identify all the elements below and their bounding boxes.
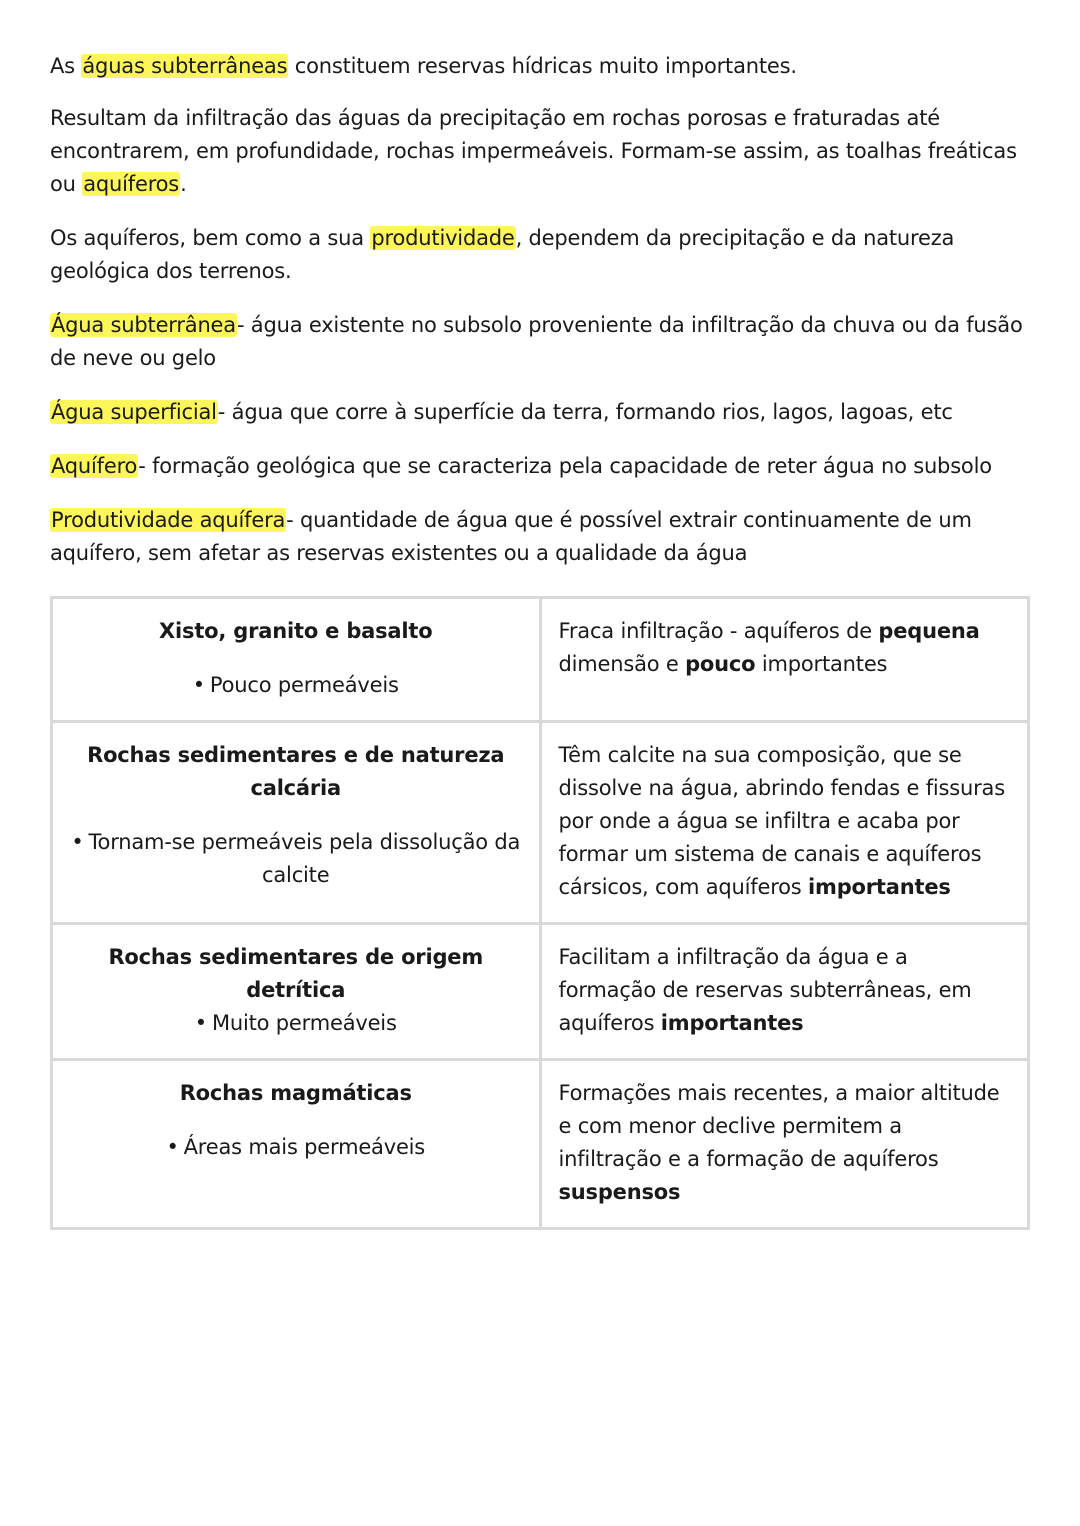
desc-segment: Facilitam a infiltração da água e a formação de reservas subterrâneas, em aquíferos <box>558 945 972 1035</box>
rock-cell <box>52 722 541 924</box>
desc-segment: Têm calcite na sua composição, que se dissolve na água, abrindo fendas e fissuras por onde a água se infiltra e acaba por formar um sistema de canais e aquíferos cársicos, com aquíferos <box>558 743 1005 899</box>
bullet-icon: • <box>166 1135 179 1159</box>
intro-paragraph <box>50 50 1030 83</box>
description-cell <box>540 722 1029 924</box>
description-cell <box>540 598 1029 722</box>
definition-aquifer-productivity <box>50 504 1030 570</box>
table-row <box>52 924 1029 1060</box>
rock-property <box>71 669 521 702</box>
definition-text: - água existente no subsolo proveniente da infiltração da chuva ou da fusão de neve ou gelo <box>50 313 1023 370</box>
rock-types-table <box>50 596 1030 1230</box>
text-segment: constituem reservas hídricas muito importantes. <box>288 54 797 78</box>
productivity-paragraph <box>50 222 1030 288</box>
rock-name: Rochas magmáticas <box>179 1081 412 1105</box>
definition-term: Água subterrânea <box>51 313 236 337</box>
rock-name: Rochas sedimentares e de natureza calcária <box>87 743 505 800</box>
definition-text: - quantidade de água que é possível extrair continuamente de um aquífero, sem afetar as reservas existentes ou a qualidade da água <box>50 508 972 565</box>
table-row <box>52 598 1029 722</box>
desc-bold: importantes <box>660 1011 804 1035</box>
bullet-icon: • <box>71 830 84 854</box>
rock-cell <box>52 1060 541 1229</box>
rock-property <box>71 1007 521 1040</box>
highlighted-term: aquíferos <box>83 172 180 196</box>
rock-name: Rochas sedimentares de origem detrítica <box>108 945 484 1002</box>
rock-property <box>71 826 521 892</box>
table-row <box>52 1060 1029 1229</box>
definition-groundwater <box>50 309 1030 375</box>
highlighted-term: produtividade <box>371 226 515 250</box>
bullet-icon: • <box>192 673 205 697</box>
highlighted-term: águas subterrâneas <box>82 54 288 78</box>
definition-term: Água superficial <box>51 400 217 424</box>
text-segment: . <box>180 172 187 196</box>
description-cell <box>540 924 1029 1060</box>
definition-surface-water <box>50 396 1030 429</box>
property-text: Muito permeáveis <box>211 1011 397 1035</box>
table-row <box>52 722 1029 924</box>
definition-aquifer <box>50 450 1030 483</box>
bullet-icon: • <box>194 1011 207 1035</box>
text-segment: Os aquíferos, bem como a sua <box>50 226 371 250</box>
definition-term: Produtividade aquífera <box>51 508 286 532</box>
definition-text: - formação geológica que se caracteriza pela capacidade de reter água no subsolo <box>138 454 992 478</box>
desc-bold: importantes <box>808 875 951 899</box>
definition-text: - água que corre à superfície da terra, formando rios, lagos, lagoas, etc <box>217 400 953 424</box>
desc-segment: importantes <box>755 652 888 676</box>
property-text: Áreas mais permeáveis <box>183 1135 426 1159</box>
definition-term: Aquífero <box>51 454 138 478</box>
desc-segment: Formações mais recentes, a maior altitude e com menor declive permitem a infiltração e a formação de aquíferos <box>558 1081 1000 1171</box>
desc-segment: Fraca infiltração - aquíferos de <box>558 619 879 643</box>
desc-bold: pequena <box>878 619 980 643</box>
desc-segment: dimensão e <box>558 652 686 676</box>
desc-bold: pouco <box>685 652 756 676</box>
formation-paragraph <box>50 102 1030 201</box>
text-segment: , dependem da precipitação e da natureza geológica dos terrenos. <box>50 226 955 283</box>
text-segment: Resultam da infiltração das águas da precipitação em rochas porosas e fraturadas até encontrarem, em profundidade, rochas impermeáveis. Formam-se assim, as toalhas freáticas ou <box>50 106 1017 196</box>
description-cell <box>540 1060 1029 1229</box>
text-segment: As <box>50 54 82 78</box>
property-text: Pouco permeáveis <box>209 673 399 697</box>
rock-cell <box>52 598 541 722</box>
rock-cell <box>52 924 541 1060</box>
desc-bold: suspensos <box>558 1180 681 1204</box>
property-text: Tornam-se permeáveis pela dissolução da calcite <box>88 830 521 887</box>
rock-name: Xisto, granito e basalto <box>159 619 433 643</box>
rock-property <box>71 1131 521 1164</box>
